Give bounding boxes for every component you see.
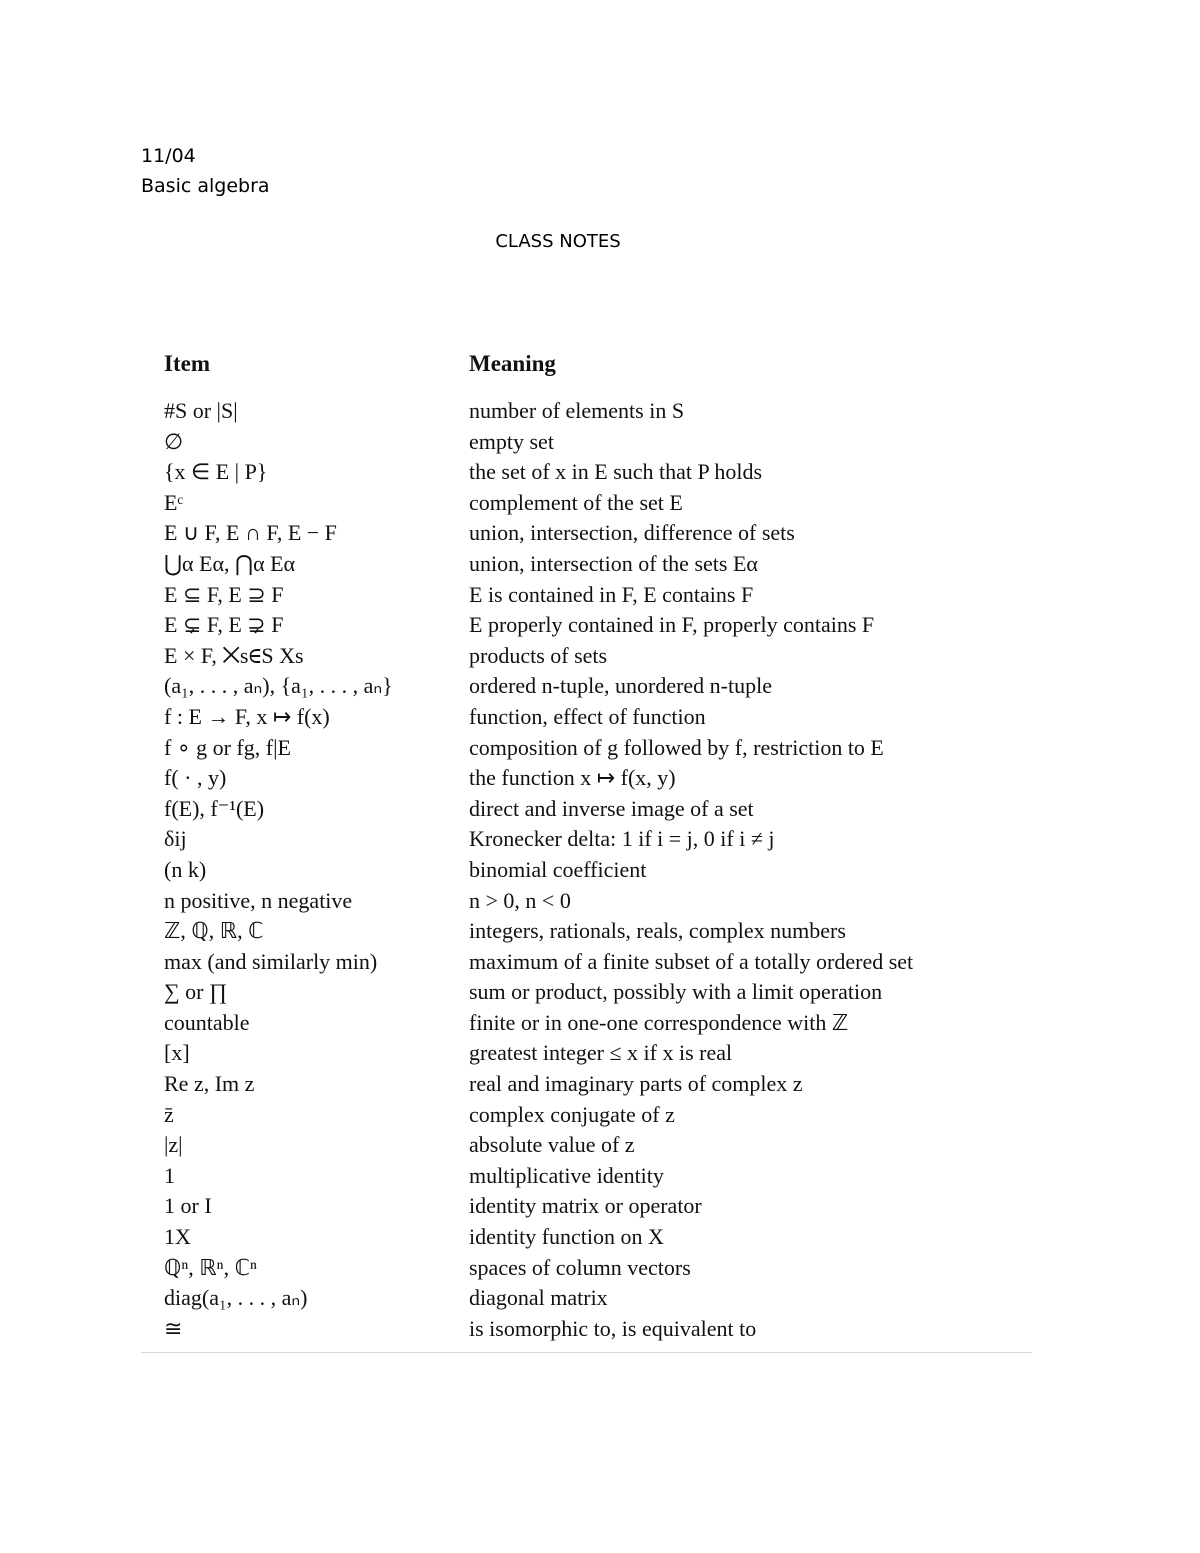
table-row <box>164 1130 1064 1161</box>
table-row <box>164 427 1064 458</box>
table-row <box>164 549 1064 580</box>
meaning-cell: direct and inverse image of a set <box>469 795 754 821</box>
meaning-cell: complement of the set E <box>469 489 683 515</box>
item-cell: {x ∈ E | P} <box>164 459 268 485</box>
meaning-cell: number of elements in S <box>469 398 685 423</box>
table-row <box>164 1253 1064 1284</box>
table-row <box>164 824 1064 855</box>
item-cell: diag(a₁, . . . , aₙ) <box>164 1285 308 1311</box>
notation-table <box>164 351 1064 1341</box>
meaning-cell: multiplicative identity <box>469 1162 664 1188</box>
item-cell: E ∪ F, E ∩ F, E − F <box>164 520 337 546</box>
meaning-cell: E is contained in F, E contains F <box>469 581 754 607</box>
table-row <box>164 1069 1064 1100</box>
table-row <box>164 1314 1064 1345</box>
table-row <box>164 1222 1064 1253</box>
meaning-cell: greatest integer ≤ x if x is real <box>469 1040 733 1066</box>
meaning-cell: empty set <box>469 428 554 454</box>
table-row <box>164 1161 1064 1192</box>
meaning-cell: complex conjugate of z <box>469 1101 675 1127</box>
item-cell: 1X <box>164 1224 191 1250</box>
meaning-cell: E properly contained in F, properly contains F <box>469 612 875 638</box>
item-cell: δij <box>164 826 187 852</box>
table-row <box>164 488 1064 519</box>
item-cell: Re z, Im z <box>164 1071 255 1097</box>
item-cell: f(E), f⁻¹(E) <box>164 795 265 821</box>
meaning-cell: the function x ↦ f(x, y) <box>469 765 676 791</box>
date-line: 11/04 <box>141 145 196 167</box>
meaning-cell: identity matrix or operator <box>469 1193 702 1219</box>
table-row <box>164 1283 1064 1314</box>
meaning-cell: union, intersection, difference of sets <box>469 520 795 546</box>
table-row <box>164 457 1064 488</box>
meaning-cell: products of sets <box>469 642 608 668</box>
item-cell: (a₁, . . . , aₙ), {a₁, . . . , aₙ} <box>164 673 393 699</box>
item-cell: f : E → F, x ↦ f(x) <box>164 703 330 729</box>
table-row <box>164 733 1064 764</box>
meaning-cell: the set of x in E such that P holds <box>469 459 763 485</box>
item-cell: max (and similarly min) <box>164 948 378 974</box>
table-row <box>164 610 1064 641</box>
item-cell: countable <box>164 1009 250 1035</box>
meaning-cell: finite or in one-one correspondence with ℤ <box>469 1009 849 1035</box>
meaning-cell: binomial coefficient <box>469 856 647 882</box>
table-row <box>164 794 1064 825</box>
table-row <box>164 518 1064 549</box>
item-cell: 1 or I <box>164 1193 212 1219</box>
item-cell: |z| <box>164 1132 183 1158</box>
meaning-cell: ordered n-tuple, unordered n-tuple <box>469 673 772 699</box>
meaning-cell: real and imaginary parts of complex z <box>469 1071 803 1097</box>
item-cell: z̄ <box>164 1101 174 1127</box>
item-cell: E × F, ⨉s∈S Xs <box>164 642 304 668</box>
item-cell: Eᶜ <box>164 489 184 515</box>
table-row <box>164 1191 1064 1222</box>
item-cell: ≅ <box>164 1315 183 1341</box>
table-row <box>164 580 1064 611</box>
column-header-meaning: Meaning <box>469 351 556 376</box>
meaning-cell: diagonal matrix <box>469 1285 608 1311</box>
meaning-cell: union, intersection of the sets Eα <box>469 550 758 576</box>
item-cell: ∅ <box>164 428 184 454</box>
meaning-cell: function, effect of function <box>469 703 706 729</box>
table-row <box>164 1100 1064 1131</box>
table-row <box>164 947 1064 978</box>
item-cell: ∑ or ∏ <box>164 979 228 1005</box>
table-row <box>164 641 1064 672</box>
table-row <box>164 977 1064 1008</box>
meaning-cell: spaces of column vectors <box>469 1254 691 1280</box>
table-row <box>164 855 1064 886</box>
table-header <box>164 351 1064 383</box>
item-cell: f( · , y) <box>164 765 227 791</box>
meaning-cell: sum or product, possibly with a limit operation <box>469 979 883 1005</box>
table-row <box>164 702 1064 733</box>
divider <box>141 1352 1032 1353</box>
item-cell: #S or |S| <box>164 398 238 423</box>
meaning-cell: n > 0, n < 0 <box>469 887 571 913</box>
item-cell: n positive, n negative <box>164 887 353 913</box>
meaning-cell: identity function on X <box>469 1224 664 1250</box>
page-title: CLASS NOTES <box>495 231 621 252</box>
meaning-cell: Kronecker delta: 1 if i = j, 0 if i ≠ j <box>469 826 775 852</box>
item-cell: E ⊊ F, E ⊋ F <box>164 612 284 638</box>
item-cell: ℚⁿ, ℝⁿ, ℂⁿ <box>164 1254 257 1280</box>
subject-line: Basic algebra <box>141 175 270 197</box>
meaning-cell: absolute value of z <box>469 1132 635 1158</box>
item-cell: f ∘ g or fg, f|E <box>164 734 291 760</box>
item-cell: E ⊆ F, E ⊇ F <box>164 581 284 607</box>
table-body <box>164 396 1064 1344</box>
table-row <box>164 886 1064 917</box>
table-row <box>164 763 1064 794</box>
meaning-cell: composition of g followed by f, restriction to E <box>469 734 884 760</box>
table-row <box>164 671 1064 702</box>
item-cell: ℤ, ℚ, ℝ, ℂ <box>164 918 264 944</box>
item-cell: ⋃α Eα, ⋂α Eα <box>164 550 296 576</box>
table-row <box>164 916 1064 947</box>
item-cell: [x] <box>164 1040 190 1066</box>
meaning-cell: integers, rationals, reals, complex numbers <box>469 918 846 944</box>
table-row <box>164 1008 1064 1039</box>
column-header-item: Item <box>164 351 210 376</box>
table-row <box>164 1038 1064 1069</box>
meaning-cell: maximum of a finite subset of a totally ordered set <box>469 948 914 974</box>
item-cell: (n k) <box>164 856 207 882</box>
item-cell: 1 <box>164 1162 175 1188</box>
meaning-cell: is isomorphic to, is equivalent to <box>469 1315 757 1341</box>
table-row <box>164 396 1064 427</box>
